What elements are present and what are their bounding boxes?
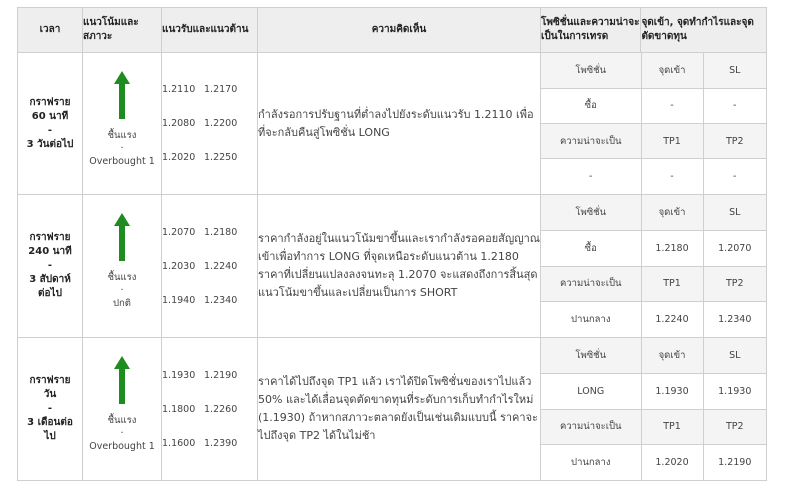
position-row (541, 53, 766, 88)
stop-value: - (703, 159, 766, 194)
entry-value: 1.2240 (641, 302, 703, 338)
resistance-value: 1.2240 (204, 260, 238, 272)
header-entry-exit: จุดเข้า, จุดทำกำไรและจุดตัดขาดทุน (641, 8, 767, 53)
trend-label: ชื้นแรง (107, 415, 137, 426)
trend-state: Overbought 1 (89, 441, 155, 452)
timeframe-line: - (47, 403, 53, 414)
sr-level-row (162, 73, 257, 107)
entry-value: - (641, 88, 703, 123)
position-subtable (541, 338, 766, 480)
position-row (541, 409, 766, 445)
position-cell (541, 53, 767, 195)
entry-value: TP1 (641, 266, 703, 302)
position-cell (541, 338, 767, 481)
comment-cell: กำลังรอการปรับฐานที่ต่ำลงไปยังระดับแนวรับ 1.2110 เพื่อที่จะกลับคืนสู่โพซิชั่น LONG (258, 53, 541, 195)
sr-level-row (162, 249, 257, 283)
position-row (541, 88, 766, 123)
timeframe-line: 3 สัปดาห์ (29, 274, 71, 285)
support-resistance-cell (162, 195, 258, 338)
timeframe-line: 3 วันต่อไป (26, 138, 74, 150)
position-row (541, 338, 766, 374)
timeframe-line: - (47, 260, 53, 271)
position-label: ปานกลาง (541, 302, 641, 338)
stop-value: TP2 (703, 124, 766, 159)
entry-value: TP1 (641, 124, 703, 159)
table-row (18, 338, 767, 481)
stop-value: TP2 (703, 409, 766, 445)
header-support-resistance: แนวรับและแนวต้าน (162, 8, 258, 53)
position-label: ซื้อ (541, 88, 641, 123)
position-row (541, 445, 766, 481)
trend-state: Overbought 1 (89, 156, 155, 167)
timeframe-line: ต่อไป (38, 288, 62, 299)
stop-value: SL (703, 338, 766, 374)
support-value: 1.2030 (162, 260, 196, 272)
position-label: ปานกลาง (541, 445, 641, 481)
entry-value: - (641, 159, 703, 194)
up-arrow-icon (114, 213, 130, 261)
resistance-value: 1.2340 (204, 294, 238, 306)
timeframe-line: - (47, 124, 53, 136)
position-subtable (541, 195, 766, 337)
timeframe-line: กราฟราย (29, 375, 71, 386)
position-row (541, 302, 766, 338)
resistance-value: 1.2250 (204, 152, 238, 163)
timeframe-cell (18, 338, 83, 481)
resistance-value: 1.2260 (204, 403, 238, 415)
trend-separator: · (120, 143, 124, 154)
position-label: LONG (541, 374, 641, 410)
timeframe-line: ไป (44, 431, 56, 442)
entry-value: 1.2020 (641, 445, 703, 481)
entry-value: จุดเข้า (641, 53, 703, 88)
position-row (541, 195, 766, 231)
sr-level-row (162, 215, 257, 249)
resistance-value: 1.2180 (204, 226, 238, 238)
support-value: 1.2080 (162, 118, 196, 129)
position-label: โพซิชั่น (541, 195, 641, 231)
position-row (541, 374, 766, 410)
stop-value: SL (703, 195, 766, 231)
header-position: โพซิชั่นและความน่าจะเป็นในการเทรด (541, 8, 641, 53)
support-value: 1.1940 (162, 294, 196, 306)
position-label: ความน่าจะเป็น (541, 409, 641, 445)
sr-level-row (162, 392, 257, 426)
header-trend: แนวโน้มและสภาวะ (83, 8, 162, 53)
stop-value: 1.1930 (703, 374, 766, 410)
support-value: 1.2070 (162, 226, 196, 238)
trend-state: ปกติ (113, 298, 131, 309)
stop-value: 1.2070 (703, 231, 766, 267)
stop-value: TP2 (703, 266, 766, 302)
support-value: 1.1930 (162, 369, 196, 381)
position-row (541, 124, 766, 159)
support-value: 1.2020 (162, 152, 196, 163)
comment-cell: ราคาได้ไปถึงจุด TP1 แล้ว เราได้ปิดโพซิชั่นของเราไปแล้ว 50% และได้เลื่อนจุดตัดขาดทุนที่ระดับการเก็บทำกำไรใหม่ (1.1930) ถ้าหากสภาวะตลาดยังเป็นเช่นเดิมแบบนี้ ราคาจะไปถึงจุด TP2 ได้ในไม่ช้า (258, 338, 541, 481)
support-value: 1.2110 (162, 84, 196, 95)
sr-level-row (162, 426, 257, 460)
table-row (18, 195, 767, 338)
entry-value: 1.1930 (641, 374, 703, 410)
up-arrow-icon (114, 71, 130, 119)
position-label: ซื้อ (541, 231, 641, 267)
resistance-value: 1.2390 (204, 437, 238, 449)
timeframe-line: กราฟราย (29, 232, 71, 243)
support-resistance-cell (162, 53, 258, 195)
position-row (541, 266, 766, 302)
position-label: ความน่าจะเป็น (541, 266, 641, 302)
support-value: 1.1600 (162, 437, 196, 449)
stop-value: 1.2340 (703, 302, 766, 338)
support-resistance-cell (162, 338, 258, 481)
position-row (541, 231, 766, 267)
entry-value: TP1 (641, 409, 703, 445)
header-comment: ความคิดเห็น (258, 8, 541, 53)
resistance-value: 1.2200 (204, 118, 238, 129)
position-row (541, 159, 766, 194)
stop-value: - (703, 88, 766, 123)
entry-value: จุดเข้า (641, 338, 703, 374)
timeframe-line: 3 เดือนต่อ (27, 417, 73, 428)
timeframe-cell (18, 53, 83, 195)
sr-level-row (162, 358, 257, 392)
stop-value: SL (703, 53, 766, 88)
trend-label: ชื้นแรง (107, 130, 137, 141)
trend-cell (83, 338, 162, 481)
timeframe-line: วัน (43, 389, 57, 400)
analysis-table (17, 7, 767, 481)
comment-cell: ราคากำลังอยู่ในแนวโน้มขาขึ้นและเรากำลังรอคอยสัญญาณเข้าเพื่อทำการ LONG ที่จุดเหนือระดับแนวต้าน 1.2180 ราคาที่เปลี่ยนแปลงลงจนทะลุ 1.2070 จะแสดงถึงการสิ้นสุดแนวโน้มขาขึ้นและเปลี่ยนเป็นการ SHORT (258, 195, 541, 338)
position-subtable (541, 53, 766, 194)
up-arrow-icon (114, 356, 130, 404)
position-label: โพซิชั่น (541, 338, 641, 374)
support-value: 1.1800 (162, 403, 196, 415)
timeframe-cell (18, 195, 83, 338)
timeframe-line: 240 นาที (28, 246, 72, 257)
trend-cell (83, 195, 162, 338)
resistance-value: 1.2190 (204, 369, 238, 381)
position-cell (541, 195, 767, 338)
timeframe-line: 60 นาที (31, 110, 69, 122)
trend-separator: · (120, 428, 124, 439)
sr-level-row (162, 283, 257, 317)
sr-level-row (162, 107, 257, 141)
trend-label: ชื้นแรง (107, 272, 137, 283)
position-label: - (541, 159, 641, 194)
timeframe-line: กราฟราย (29, 96, 71, 108)
entry-value: 1.2180 (641, 231, 703, 267)
table-row (18, 53, 767, 195)
trend-cell (83, 53, 162, 195)
header-time: เวลา (18, 8, 83, 53)
sr-level-row (162, 141, 257, 175)
stop-value: 1.2190 (703, 445, 766, 481)
resistance-value: 1.2170 (204, 84, 238, 95)
position-label: ความน่าจะเป็น (541, 124, 641, 159)
header-row (18, 8, 767, 53)
entry-value: จุดเข้า (641, 195, 703, 231)
trend-separator: · (120, 285, 124, 296)
position-label: โพซิชั่น (541, 53, 641, 88)
